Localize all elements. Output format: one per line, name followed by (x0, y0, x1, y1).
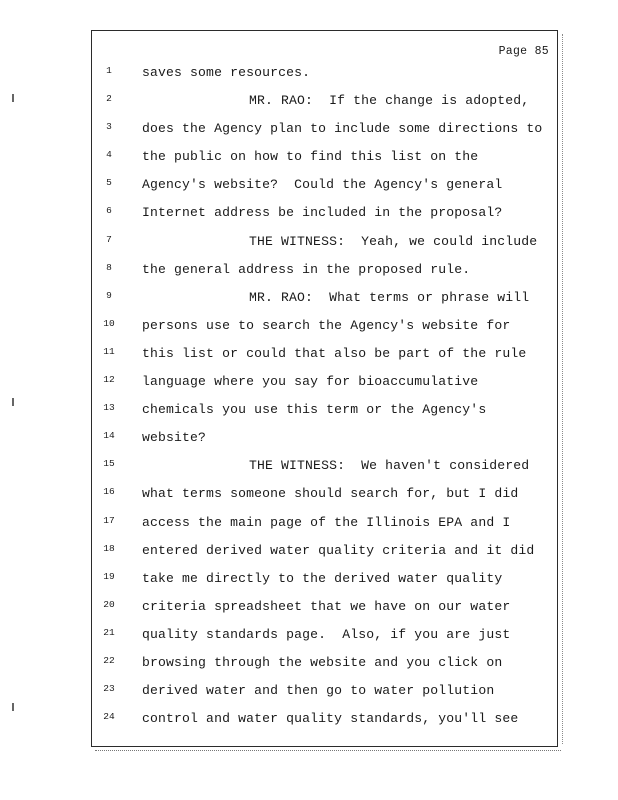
line-number: 10 (103, 317, 115, 329)
transcript-line (92, 680, 557, 708)
line-text: THE WITNESS: Yeah, we could include (249, 233, 538, 249)
line-text: language where you say for bioaccumulative (142, 374, 479, 390)
line-number: 19 (103, 570, 115, 582)
line-number: 9 (106, 289, 112, 301)
transcript-line (92, 174, 557, 202)
line-number: 23 (103, 683, 115, 695)
line-number: 11 (103, 345, 115, 357)
line-number: 20 (103, 598, 115, 610)
transcript-line (92, 568, 557, 596)
transcript-line (92, 596, 557, 624)
line-text: MR. RAO: If the change is adopted, (249, 93, 530, 109)
transcript-line (92, 287, 557, 315)
transcript-line (92, 483, 557, 511)
line-text: the public on how to find this list on the (142, 149, 479, 165)
line-text: this list or could that also be part of the rule (142, 345, 527, 361)
hole-punch-mark-top (12, 94, 14, 102)
transcript-line (92, 455, 557, 483)
right-margin-dots (562, 34, 564, 744)
line-text: criteria spreadsheet that we have on our water (142, 598, 511, 614)
line-text: quality standards page. Also, if you are just (142, 626, 511, 642)
transcript-line (92, 202, 557, 230)
line-number: 17 (103, 514, 115, 526)
line-text: persons use to search the Agency's website for (142, 317, 511, 333)
line-number: 22 (103, 654, 115, 666)
line-text: saves some resources. (142, 65, 311, 80)
line-text: the general address in the proposed rule. (142, 261, 471, 277)
transcript-line (92, 118, 557, 146)
transcript-page (91, 30, 558, 747)
transcript-line (92, 315, 557, 343)
line-text: derived water and then go to water pollution (142, 683, 495, 699)
line-number: 18 (103, 542, 115, 554)
line-text: what terms someone should search for, but I did (142, 486, 519, 502)
transcript-line (92, 146, 557, 174)
line-number: 6 (106, 205, 112, 217)
transcript-line (92, 540, 557, 568)
line-text: entered derived water quality criteria and it did (142, 542, 535, 558)
transcript-line (92, 624, 557, 652)
transcript-line (92, 371, 557, 399)
line-number: 13 (103, 402, 115, 414)
line-text: access the main page of the Illinois EPA and I (142, 514, 511, 530)
line-text: MR. RAO: What terms or phrase will (249, 289, 530, 305)
line-text: control and water quality standards, you'll see (142, 711, 519, 727)
transcript-line (92, 652, 557, 680)
transcript-line (92, 62, 557, 90)
line-number: 5 (106, 177, 112, 189)
line-text: browsing through the website and you click on (142, 654, 503, 670)
line-number: 1 (106, 65, 112, 76)
hole-punch-mark-middle (12, 398, 14, 406)
line-number: 21 (103, 626, 115, 638)
line-number: 24 (103, 711, 115, 723)
line-text: website? (142, 430, 207, 446)
line-number: 3 (106, 121, 112, 133)
line-text: Internet address be included in the proposal? (142, 205, 503, 221)
line-number: 8 (106, 261, 112, 273)
page-number: Page 85 (498, 45, 549, 58)
line-number: 4 (106, 149, 112, 161)
transcript-line (92, 343, 557, 371)
line-number: 12 (103, 374, 115, 386)
line-number: 15 (103, 458, 115, 470)
line-number: 2 (106, 93, 112, 105)
line-number: 7 (106, 233, 112, 245)
transcript-line (92, 259, 557, 287)
line-text: chemicals you use this term or the Agency's (142, 402, 487, 418)
line-text: does the Agency plan to include some directions to (142, 121, 543, 137)
line-text: THE WITNESS: We haven't considered (249, 458, 530, 474)
line-number: 14 (103, 430, 115, 442)
line-text: take me directly to the derived water quality (142, 570, 503, 586)
transcript-line (92, 90, 557, 118)
transcript-lines (92, 62, 557, 736)
transcript-line (92, 427, 557, 455)
line-number: 16 (103, 486, 115, 498)
transcript-line (92, 512, 557, 540)
hole-punch-mark-bottom (12, 703, 14, 711)
transcript-line (92, 231, 557, 259)
line-text: Agency's website? Could the Agency's general (142, 177, 503, 193)
transcript-line (92, 399, 557, 427)
transcript-line (92, 708, 557, 736)
